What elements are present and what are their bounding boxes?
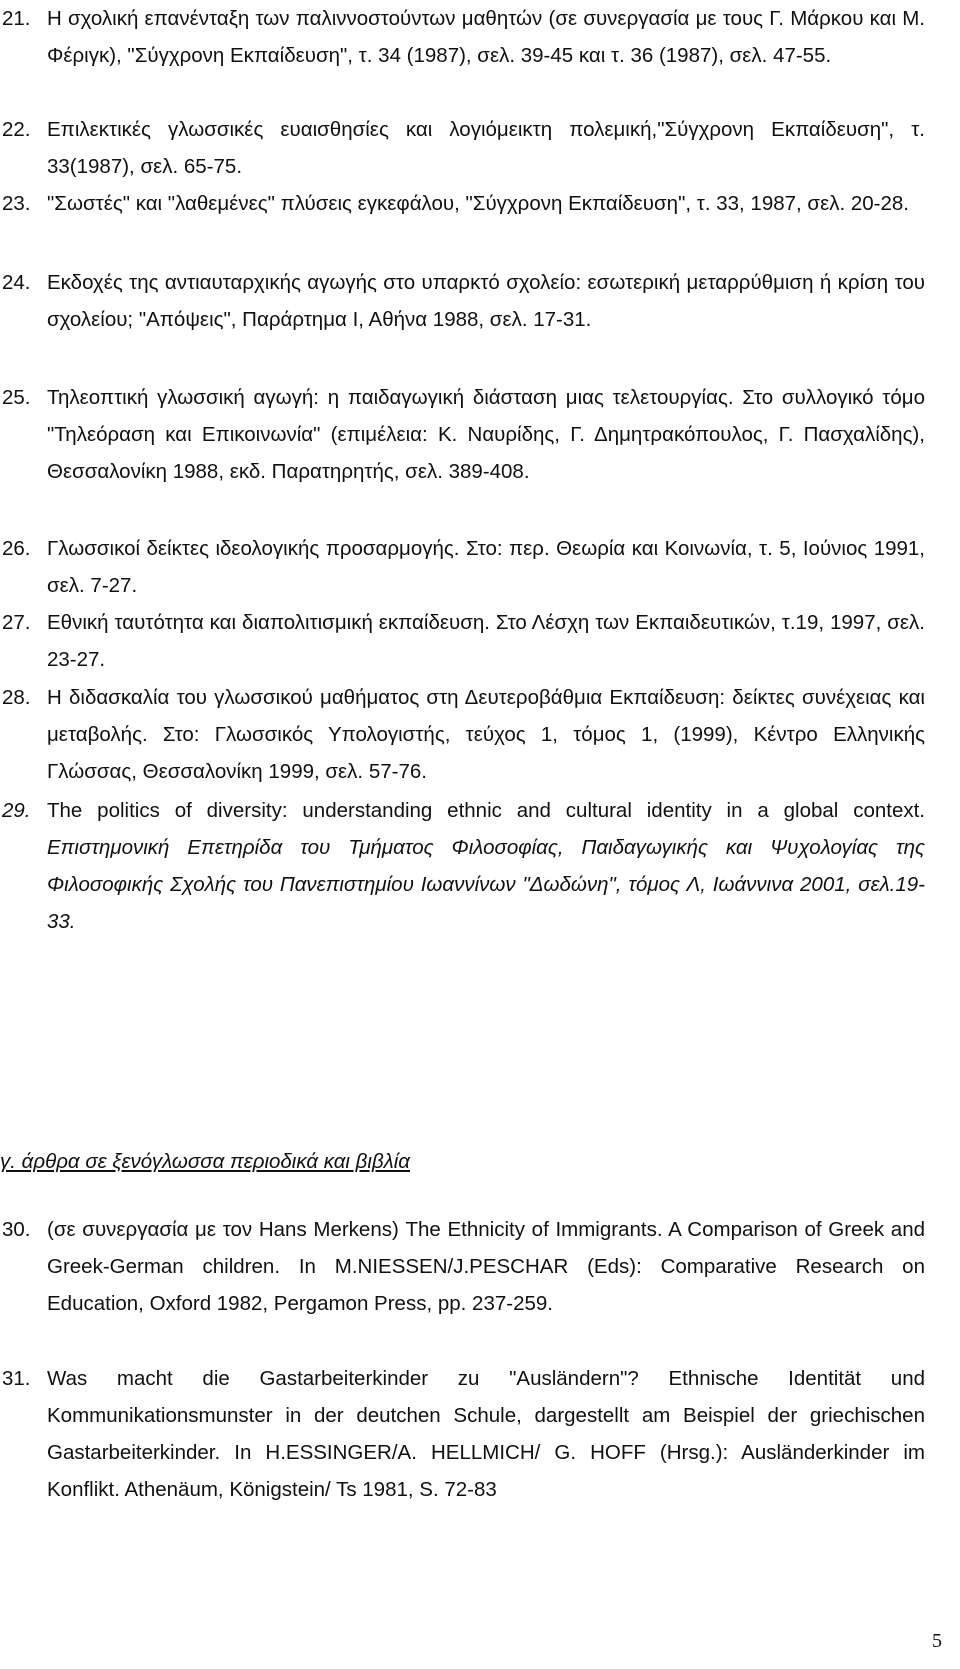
- reference-entry-23: [0, 185, 925, 222]
- reference-entry-21: [0, 0, 925, 74]
- entry-number: 26.: [2, 537, 31, 560]
- entry-number: 24.: [2, 271, 31, 294]
- entry-number: 31.: [2, 1367, 31, 1390]
- entry-number: 22.: [2, 118, 31, 141]
- entry-text: Εκδοχές της αντιαυταρχικής αγωγής στο υπαρκτό σχολείο: εσωτερική μεταρρύθμιση ή κρίση του σχολείου; "Απόψεις", Παράρτημα Ι, Αθήνα 1988, σελ. 17-31.: [47, 271, 925, 331]
- entry-number: 23.: [2, 192, 31, 215]
- reference-entry-24: [0, 264, 925, 338]
- entry-number: 27.: [2, 611, 31, 634]
- reference-entry-31: [0, 1360, 925, 1508]
- reference-entry-28: [0, 679, 925, 790]
- entry-text: Επιλεκτικές γλωσσικές ευαισθησίες και λογιόμεικτη πολεμική,"Σύγχρονη Εκπαίδευση", τ. 33(1987), σελ. 65-75.: [47, 118, 925, 178]
- entry-number: 30.: [2, 1218, 31, 1241]
- reference-entry-27: [0, 604, 925, 678]
- reference-entry-25: [0, 379, 925, 490]
- reference-entry-29: [0, 792, 925, 940]
- entry-number: 29.: [2, 799, 31, 822]
- section-heading: γ. άρθρα σε ξενόγλωσσα περιοδικά και βιβλία: [0, 1150, 410, 1173]
- entry-text-italic: Επιστημονική Επετηρίδα του Τμήματος Φιλοσοφίας, Παιδαγωγικής και Ψυχολογίας της Φιλοσοφικής Σχολής του Πανεπιστημίου Ιωαννίνων "Δωδώνη", τόμος Λ, Ιωάννινα 2001, σελ.19-33.: [47, 836, 925, 933]
- page-number: 5: [932, 1630, 942, 1652]
- entry-text: "Σωστές" και "λαθεμένες" πλύσεις εγκεφάλου, "Σύγχρονη Εκπαίδευση", τ. 33, 1987, σελ. 20-28.: [47, 192, 909, 215]
- entry-text: [47, 792, 925, 940]
- reference-entry-26: [0, 530, 925, 604]
- entry-text: Η διδασκαλία του γλωσσικού μαθήματος στη Δευτεροβάθμια Εκπαίδευση: δείκτες συνέχειας και μεταβολής. Στο: Γλωσσικός Υπολογιστής, τεύχος 1, τόμος 1, (1999), Κέντρο Ελληνικής Γλώσσας, Θεσσαλονίκη 1999, σελ. 57-76.: [47, 686, 925, 783]
- entry-text: Η σχολική επανένταξη των παλιννοστούντων μαθητών (σε συνεργασία με τους Γ. Μάρκου και Μ. Φέριγκ), "Σύγχρονη Εκπαίδευση", τ. 34 (1987), σελ. 39-45 και τ. 36 (1987), σελ. 47-55.: [47, 7, 925, 67]
- entry-text: Τηλεοπτική γλωσσική αγωγή: η παιδαγωγική διάσταση μιας τελετουργίας. Στο συλλογικό τόμο "Τηλεόραση και Επικοινωνία" (επιμέλεια: Κ. Ναυρίδης, Γ. Δημητρακόπουλος, Γ. Πασχαλίδης), Θεσσαλονίκη 1988, εκδ. Παρατηρητής, σελ. 389-408.: [47, 386, 925, 483]
- entry-text: Γλωσσικοί δείκτες ιδεολογικής προσαρμογής. Στο: περ. Θεωρία και Κοινωνία, τ. 5, Ιούνιος 1991, σελ. 7-27.: [47, 537, 925, 597]
- entry-text-plain: The politics of diversity: understanding ethnic and cultural identity in a global context.: [47, 799, 925, 822]
- entry-number: 25.: [2, 386, 31, 409]
- entry-text: Εθνική ταυτότητα και διαπολιτισμική εκπαίδευση. Στο Λέσχη των Εκπαιδευτικών, τ.19, 1997, σελ. 23-27.: [47, 611, 925, 671]
- entry-number: 21.: [2, 7, 31, 30]
- entry-number: 28.: [2, 686, 31, 709]
- entry-text: Was macht die Gastarbeiterkinder zu "Ausländern"? Ethnische Identität und Kommunikationsmunster in der deutchen Schule, dargestellt am Beispiel der griechischen Gastarbeiterkinder. In H.ESSINGER/A. HELLMICH/ G. HOFF (Hrsg.): Ausländerkinder im Konflikt. Athenäum, Königstein/ Ts 1981, S. 72-83: [47, 1367, 925, 1501]
- entry-text: (σε συνεργασία με τον Hans Merkens) The Ethnicity of Immigrants. A Comparison of Greek and Greek-German children. In M.NIESSEN/J.PESCHAR (Eds): Comparative Research on Education, Oxford 1982, Pergamon Press, pp. 237-259.: [47, 1218, 925, 1315]
- reference-entry-30: [0, 1211, 925, 1322]
- reference-entry-22: [0, 111, 925, 185]
